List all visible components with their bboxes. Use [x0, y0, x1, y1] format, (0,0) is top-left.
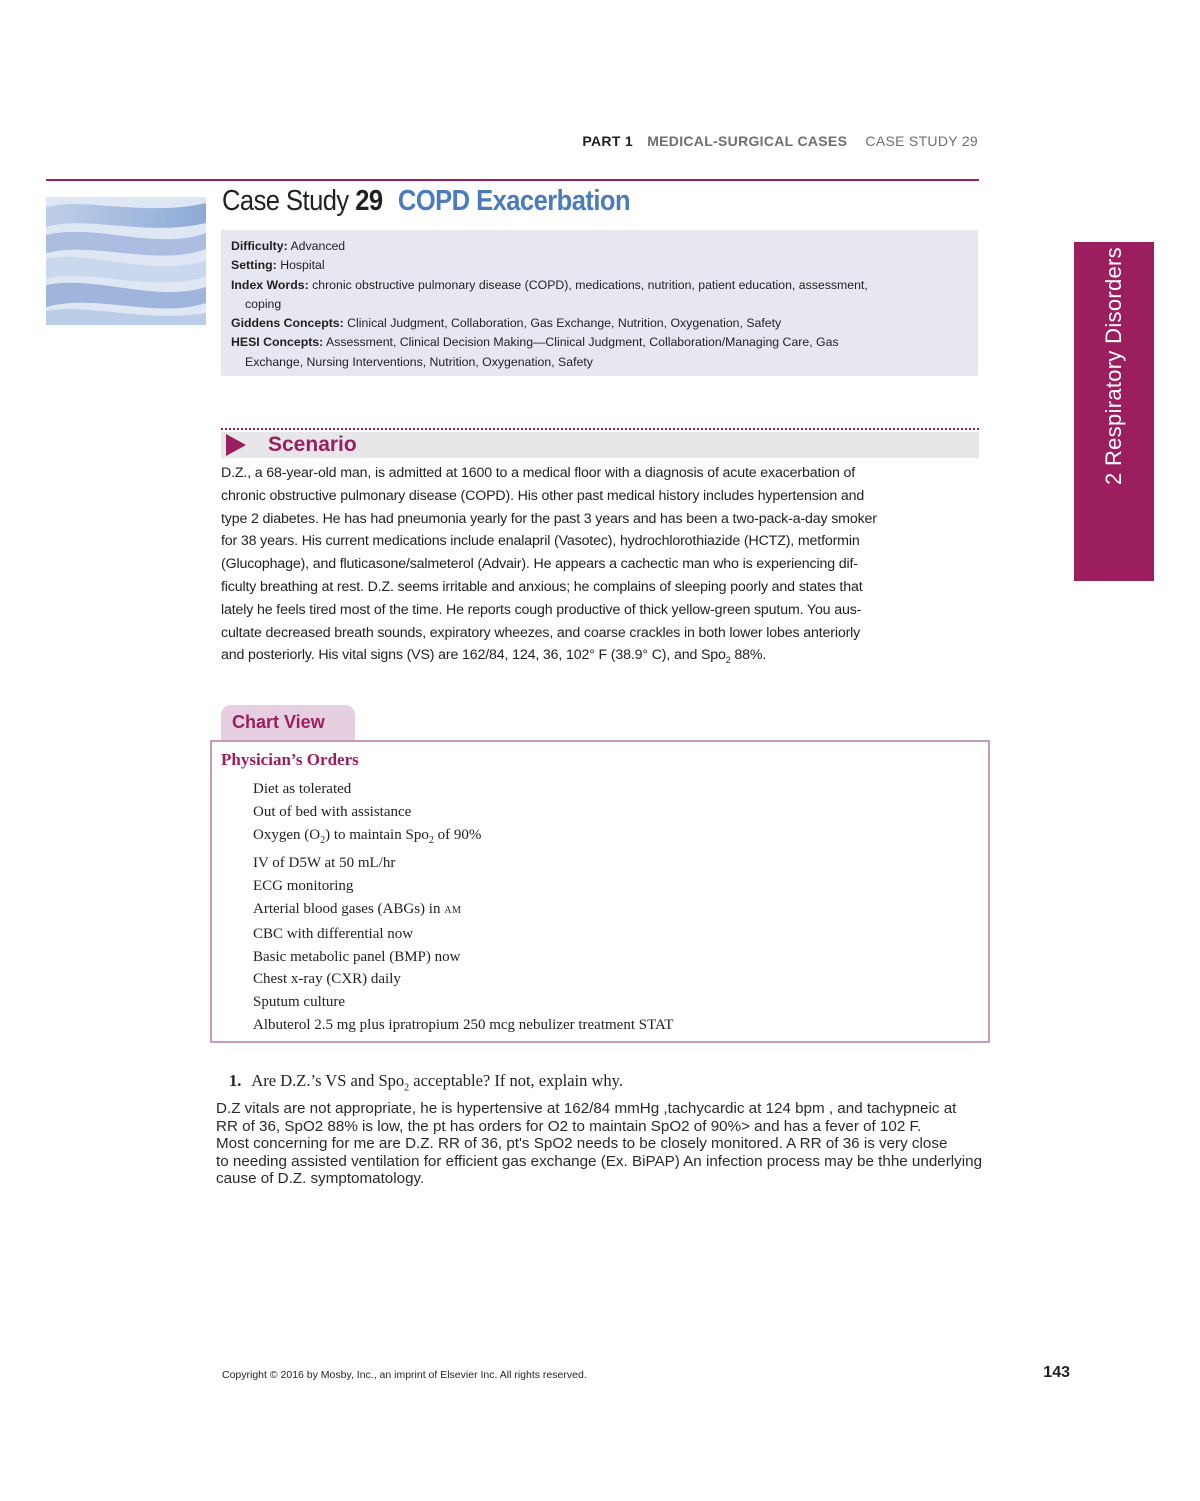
spo2-subscript: 2 — [404, 1082, 410, 1094]
case-title-prefix: Case Study — [222, 185, 349, 217]
physicians-orders-title: Physician’s Orders — [221, 750, 359, 769]
question-text-end: acceptable? If not, explain why. — [409, 1071, 623, 1090]
order-item — [253, 898, 673, 923]
hesi-value: Assessment, Clinical Decision Making—Clinical Judgment, Collaboration/Managing Care, Gas — [326, 335, 839, 350]
page-number: 143 — [1043, 1364, 1070, 1381]
scenario-line: cultate decreased breath sounds, expiratory wheezes, and coarse crackles in both lower lobes anteriorly — [221, 624, 861, 641]
scenario-paragraph — [221, 462, 979, 672]
scenario-last-text: and posteriorly. His vital signs (VS) are 162/84, 124, 36, 102° F (38.9° C), and Spo — [221, 647, 726, 664]
case-info-box — [221, 230, 978, 376]
scenario-line: lately he feels tired most of the time. He reports cough productive of thick yellow-green sputum. You aus- — [221, 601, 862, 618]
copyright-notice: Copyright © 2016 by Mosby, Inc., an imprint of Elsevier Inc. All rights reserved. — [222, 1369, 587, 1381]
scenario-line: (Glucophage), and fluticasone/salmeterol (Advair). He appears a cachectic man who is experiencing dif- — [221, 556, 858, 573]
index-words-label: Index Words: — [231, 277, 309, 292]
scenario-line: type 2 diabetes. He has had pneumonia yearly for the past 3 years and has been a two-pack-a-day smoker — [221, 510, 877, 527]
answer-line: RR of 36, SpO2 88% is low, the pt has orders for O2 to maintain SpO2 of 90%> and has a fever of 102 F. — [216, 1117, 922, 1135]
giddens-row — [231, 314, 968, 333]
hesi-row — [231, 333, 968, 352]
answer-line: to needing assisted ventilation for efficient gas exchange (Ex. BiPAP) An infection process may be thhe underlying — [216, 1152, 983, 1170]
wave-graphic — [46, 197, 206, 325]
order-item: Basic metabolic panel (BMP) now — [253, 948, 461, 965]
question-number: 1. — [229, 1071, 242, 1090]
o2-subscript: 2 — [320, 834, 326, 846]
running-header — [440, 133, 978, 149]
hesi-continuation: Exchange, Nursing Interventions, Nutrition, Oxygenation, Safety — [245, 354, 593, 369]
question-1 — [229, 1071, 623, 1093]
answer-text — [216, 1100, 1116, 1188]
giddens-label: Giddens Concepts: — [231, 316, 344, 331]
index-words-continuation: coping — [245, 296, 282, 311]
difficulty-value: Advanced — [290, 239, 346, 253]
order-oxygen-text2: ) to maintain Spo — [325, 826, 429, 843]
order-item: Diet as tolerated — [253, 781, 352, 797]
case-title-number: 29 — [355, 185, 383, 217]
setting-label: Setting: — [231, 258, 277, 273]
difficulty-row — [231, 237, 968, 256]
giddens-value: Clinical Judgment, Collaboration, Gas Exchange, Nutrition, Oxygenation, Safety — [347, 316, 782, 331]
spo2-subscript: 2 — [725, 655, 731, 666]
question-text: Are D.Z.’s VS and Spo — [251, 1071, 405, 1090]
answer-line: cause of D.Z. symptomatology. — [216, 1170, 425, 1188]
order-abg-text: Arterial blood gases (ABGs) in — [253, 900, 445, 917]
order-item: Chest x-ray (CXR) daily — [253, 971, 401, 988]
order-oxygen-text: Oxygen (O — [253, 826, 321, 843]
answer-line: Most concerning for me are D.Z. RR of 36, pt's SpO2 needs to be closely monitored. A RR of 36 is very close — [216, 1135, 948, 1153]
order-item: CBC with differential now — [253, 925, 414, 942]
order-item: Out of bed with assistance — [253, 803, 412, 820]
running-header-part: PART 1 — [582, 133, 633, 149]
setting-row — [231, 256, 968, 275]
answer-line: D.Z vitals are not appropriate, he is hypertensive at 162/84 mmHg ,tachycardic at 124 bpm , and tachypneic at — [216, 1100, 957, 1117]
hesi-label: HESI Concepts: — [231, 335, 324, 350]
header-rule — [46, 179, 979, 181]
index-words-value: chronic obstructive pulmonary disease (COPD), medications, nutrition, patient education, assessment, — [312, 277, 868, 292]
running-header-section: MEDICAL-SURGICAL CASES — [647, 133, 848, 149]
scenario-dotted-rule — [221, 428, 979, 430]
scenario-heading: Scenario — [268, 433, 357, 456]
chart-view-tab: Chart View — [221, 705, 355, 741]
spo2-subscript: 2 — [428, 834, 434, 846]
order-item: IV of D5W at 50 mL/hr — [253, 855, 396, 872]
index-words-row — [231, 276, 968, 295]
chapter-side-tab-label: 2 Respiratory Disorders — [1101, 247, 1126, 485]
case-title — [222, 185, 630, 218]
order-abg-time: AM — [444, 904, 462, 916]
scenario-line: for 38 years. His current medications include enalapril (Vasotec), hydrochlorothiazide (HCTZ), metformin — [221, 533, 860, 550]
scenario-line: D.Z., a 68-year-old man, is admitted at 1600 to a medical floor with a diagnosis of acute exacerbation of — [221, 465, 856, 481]
scenario-line: chronic obstructive pulmonary disease (COPD). His other past medical history includes hypertension and — [221, 487, 865, 504]
order-item: Albuterol 2.5 mg plus ipratropium 250 mcg nebulizer treatment STAT — [253, 1016, 674, 1033]
triangle-arrow-icon — [224, 432, 248, 458]
scenario-line-last — [221, 644, 979, 672]
order-oxygen-target: of 90% — [433, 826, 482, 843]
orders-list — [253, 778, 673, 1037]
case-title-topic: COPD Exacerbation — [397, 185, 631, 217]
order-item — [253, 824, 673, 853]
setting-value: Hospital — [280, 258, 325, 273]
scenario-line: ficulty breathing at rest. D.Z. seems irritable and anxious; he complains of sleeping poorly and states that — [221, 578, 863, 595]
running-header-case: CASE STUDY 29 — [865, 133, 978, 149]
order-item: Sputum culture — [253, 994, 346, 1011]
difficulty-label: Difficulty: — [231, 239, 288, 253]
order-item: ECG monitoring — [253, 878, 354, 895]
scenario-last-value: 88%. — [730, 647, 767, 664]
